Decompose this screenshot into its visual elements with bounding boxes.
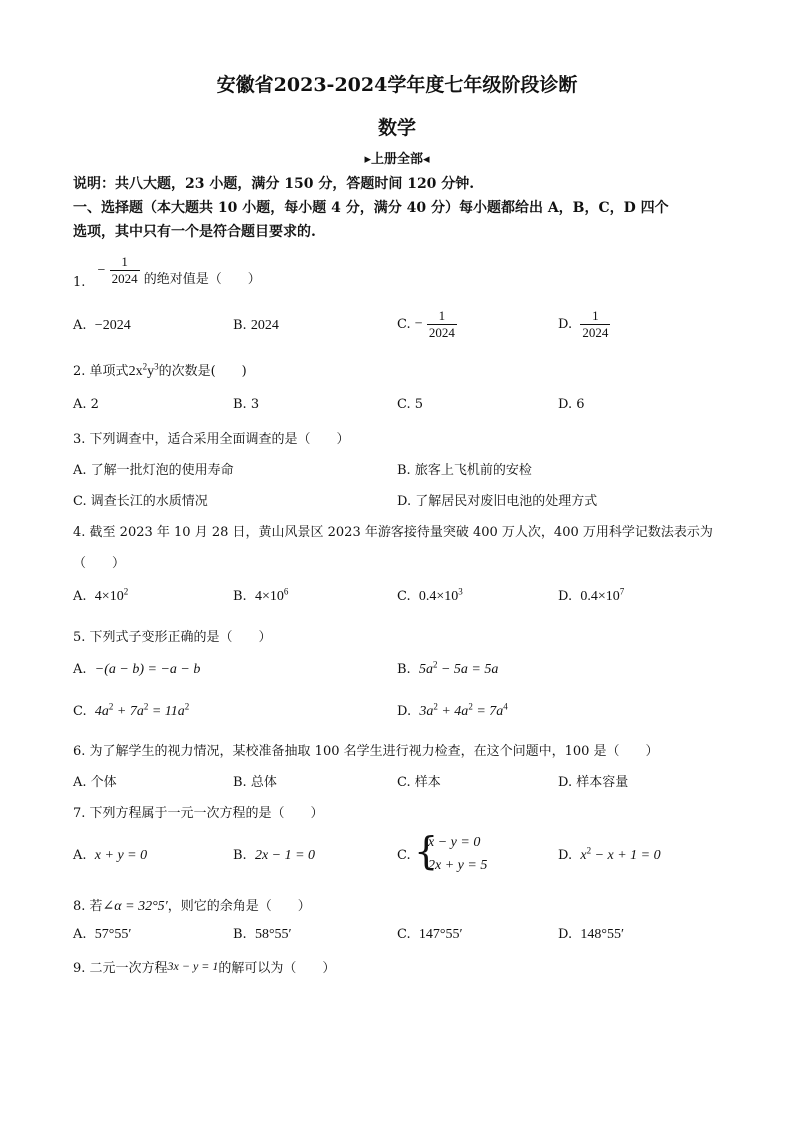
section-heading-line1: 一、选择题（本大题共 10 小题，每小题 4 分，满分 40 分）每小题都给出 A，B，C，D 四个 [73,200,669,216]
q7-option-c-eq1: x − y = 0 [428,835,481,850]
q6-option-b: B. 总体 [233,775,277,790]
exam-title: 安徽省2023-2024学年度七年级阶段诊断 [216,74,578,96]
q1-fraction [110,254,140,287]
q3-option-a: A. 了解一批灯泡的使用寿命 [73,463,234,478]
q7-option-b: B. 2x − 1 = 0 [233,848,316,863]
q2-option-c: C. 5 [397,397,424,412]
q5-option-a: A. −(a − b) = −a − b [73,662,201,677]
question-9: 9. 二元一次方程3x − y = 1的解可以为（ ） [73,959,336,976]
q1-minus: − [97,262,106,278]
q1-frac-num: 1 [121,254,128,269]
q5-option-c: C. $4a^2 + 7a^2 = 11a^2$ [73,701,190,719]
q8-option-d: D. 148°55′ [558,927,625,942]
q7-option-c-eq2: 2x + y = 5 [428,858,488,873]
q1-option-d: D. $\frac{1}{2024}$ [558,308,609,340]
q1-option-c: C. − $\frac{1}{2024}$ [397,308,455,340]
subject-title: 数学 [377,117,416,139]
q5-option-b: B. $5a^2 - 5a = 5a$ [397,659,499,677]
question-1 [73,254,261,290]
q1-number: 1. [73,275,86,290]
q6-option-c: C. 样本 [397,775,441,790]
q3-option-b: B. 旅客上飞机前的安检 [397,463,532,478]
question-5: 5. 下列式子变形正确的是（ ） [73,630,272,645]
q1-option-a: A. −2024 [73,318,131,333]
q5-option-d: D. $3a^2 + 4a^2 = 7a^4$ [397,701,508,719]
q2-option-a: A. 2 [73,397,99,412]
exam-note: 说明：共八大题，23 小题，满分 150 分，答题时间 120 分钟. [73,176,475,192]
question-3: 3. 下列调查中，适合采用全面调查的是（ ） [73,432,350,447]
question-2: 2. 单项式$2x^2y^3$的次数是( ) [73,361,247,379]
q4-option-b: B. $4\times 10^6$ [233,586,289,604]
q8-option-c: C. 147°55′ [397,927,463,942]
q2-option-d: D. 6 [558,397,585,412]
q7-option-a: A. x + y = 0 [73,848,148,863]
q7-system-brace: { [414,829,439,873]
q6-option-a: A. 个体 [73,775,117,790]
q3-option-d: D. 了解居民对废旧电池的处理方式 [397,494,598,509]
q4-option-c: C. $0.4\times 10^3$ [397,586,463,604]
q1-option-b: B. 2024 [233,318,279,333]
question-6: 6. 为了解学生的视力情况，某校准备抽取 100 名学生进行视力检查，在这个问题中，100 是（ ） [73,744,659,759]
q2-option-b: B. 3 [233,397,260,412]
q4-option-a: A. $4\times 10^2$ [73,586,129,604]
q1-stem: 的绝对值是（ ） [143,272,261,287]
section-heading-line2: 选项，其中只有一个是符合题目要求的. [73,224,316,240]
q3-option-c: C. 调查长江的水质情况 [73,494,208,509]
question-8: 8. 若∠α = 32°5′，则它的余角是（ ） [73,899,311,914]
scope-tag: ▸上册全部◂ [364,152,430,167]
question-4-line2: （ ） [73,556,126,571]
question-7: 7. 下列方程属于一元一次方程的是（ ） [73,806,324,821]
q8-option-b: B. 58°55′ [233,927,292,942]
q1-frac-den: 2024 [111,271,138,286]
q7-option-c-label: C. [397,848,411,863]
q8-option-a: A. 57°55′ [73,927,132,942]
q4-option-d: D. $0.4\times 10^7$ [558,586,625,604]
question-4-line1: 4. 截至 2023 年 10 月 28 日，黄山风景区 2023 年游客接待量突破 400 万人次，400 万用科学记数法表示为 [73,525,713,540]
q6-option-d: D. 样本容量 [558,775,629,790]
q7-option-d: D. $x^2 - x + 1 = 0$ [558,845,661,863]
